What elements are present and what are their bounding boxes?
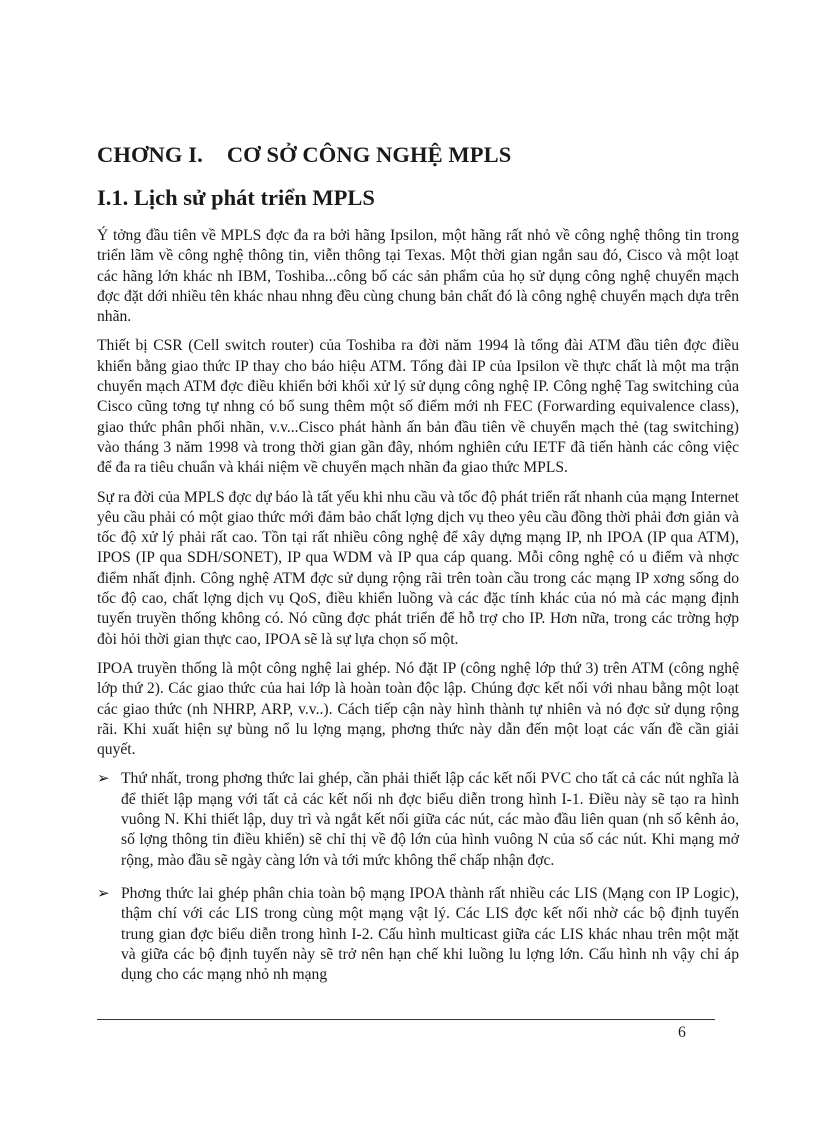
chapter-number: CHƠNG I. — [97, 142, 203, 167]
paragraph: Thiết bị CSR (Cell switch router) của Toshiba ra đời năm 1994 là tổng đài ATM đầu tiên đợc điều khiển bằng giao thức IP thay cho báo hiệu ATM. Tổng đài IP của Ipsilon về thực chất là một ma trận chuyển mạch ATM đợc điều khiển bởi khối xử lý sử dụng công nghệ IP. Công nghệ Tag switching của Cisco cũng tơng tự nhng có bổ sung thêm một số điểm mới nh FEC (Forwarding equivalence class), giao thức phân phối nhãn, v.v...Cisco phát hành ấn bản đầu tiên về chuyển mạch thẻ (tag switching) vào tháng 3 năm 1998 và trong thời gian gần đây, nhóm nghiên cứu IETF đã tiến hành các công việc để đa ra tiêu chuẩn và khái niệm về chuyển mạch nhãn đa giao thức MPLS. — [97, 337, 739, 477]
document-page — [97, 0, 739, 1123]
document-body — [97, 226, 739, 998]
paragraph: Ý tởng đầu tiên về MPLS đợc đa ra bởi hãng Ipsilon, một hãng rất nhỏ về công nghệ thông tin trong triển lãm về công nghệ thông tin, viễn thông tại Texas. Một thời gian ngắn sau đó, Cisco và một loạt các hãng lớn khác nh IBM, Toshiba...công bố các sản phẩm của họ sử dụng công nghệ chuyển mạch đợc đặt dới nhiều tên khác nhau nhng đều cùng chung bản chất đó là công nghệ chuyển mạch dựa trên nhãn. — [97, 227, 739, 326]
footer-divider — [97, 1019, 715, 1020]
chapter-name: CƠ SỞ CÔNG NGHỆ MPLS — [226, 142, 512, 167]
bullet-text: Phơng thức lai ghép phân chia toàn bộ mạng IPOA thành rất nhiều các LIS (Mạng con IP Logic), thậm chí với các LIS trong cùng một mạng vật lý. Các LIS đợc kết nối nhờ các bộ định tuyến trung gian đợc biểu diễn trong hình I-2. Cấu hình multicast giữa các LIS khác nhau trên một mặt và giữa các bộ định tuyến này sẽ trở nên hạn chế khi luồng lu lợng lớn. Cấu hình nh vậy chỉ áp dụng cho các mạng nhỏ nh mạng — [121, 884, 739, 984]
arrow-bullet-icon: ➢ — [97, 771, 110, 788]
bullet-item — [97, 769, 739, 870]
paragraph: Sự ra đời của MPLS đợc dự báo là tất yếu khi nhu cầu và tốc độ phát triển rất nhanh của mạng Internet yêu cầu phải có một giao thức mới đảm bảo chất lợng dịch vụ theo yêu cầu đồng thời phải đơn giản và tốc độ xử lý phải rất cao. Tồn tại rất nhiều công nghệ để xây dựng mạng IP, nh IPOA (IP qua ATM), IPOS (IP qua SDH/SONET), IP qua WDM và IP qua cáp quang. Mỗi công nghệ có u điểm và nhợc điểm nhất định. Công nghệ ATM đợc sử dụng rộng rãi trên toàn cầu trong các mạng IP xơng sống do tốc độ cao, chất lợng dịch vụ QoS, điều khiển luồng và các đặc tính khác của nó mà các mạng định tuyến truyền thống không có. Nó cũng đợc phát triển để hỗ trợ cho IP. Hơn nữa, trong các trờng hợp đòi hỏi thời gian thực cao, IPOA sẽ là sự lựa chọn số một. — [97, 488, 739, 648]
arrow-bullet-icon: ➢ — [97, 885, 110, 902]
paragraph: IPOA truyền thống là một công nghệ lai ghép. Nó đặt IP (công nghệ lớp thứ 3) trên ATM (công nghệ lớp thứ 2). Các giao thức của hai lớp là hoàn toàn độc lập. Chúng đợc kết nối với nhau bằng một loạt các giao thức (nh NHRP, ARP, v.v..). Cách tiếp cận này hình thành tự nhiên và nó đợc sử dụng rộng rãi. Khi xuất hiện sự bùng nổ lu lợng mạng, phơng thức này dẫn đến một loạt các vấn đề cần giải quyết. — [97, 659, 739, 759]
section-title: I.1. Lịch sử phát triển MPLS — [97, 185, 375, 210]
bullet-item — [97, 884, 739, 985]
bullet-text: Thứ nhất, trong phơng thức lai ghép, cần phải thiết lập các kết nối PVC cho tất cả các nút nghĩa là để thiết lập mạng với tất cả các kết nối nh đợc biểu diễn trong hình I-1. Điều này sẽ tạo ra hình vuông N. Khi thiết lập, duy trì và ngắt kết nối giữa các nút, các mào đầu liên quan (nh số kênh ảo, số lợng thông tin điều khiển) sẽ chỉ thị về độ lớn của hình vuông N của số các nút. Khi mạng mở rộng, mào đầu sẽ ngày càng lớn và tới mức không thể chấp nhận đợc. — [121, 770, 739, 869]
page-number: 6 — [678, 1024, 686, 1041]
chapter-title — [97, 142, 511, 168]
